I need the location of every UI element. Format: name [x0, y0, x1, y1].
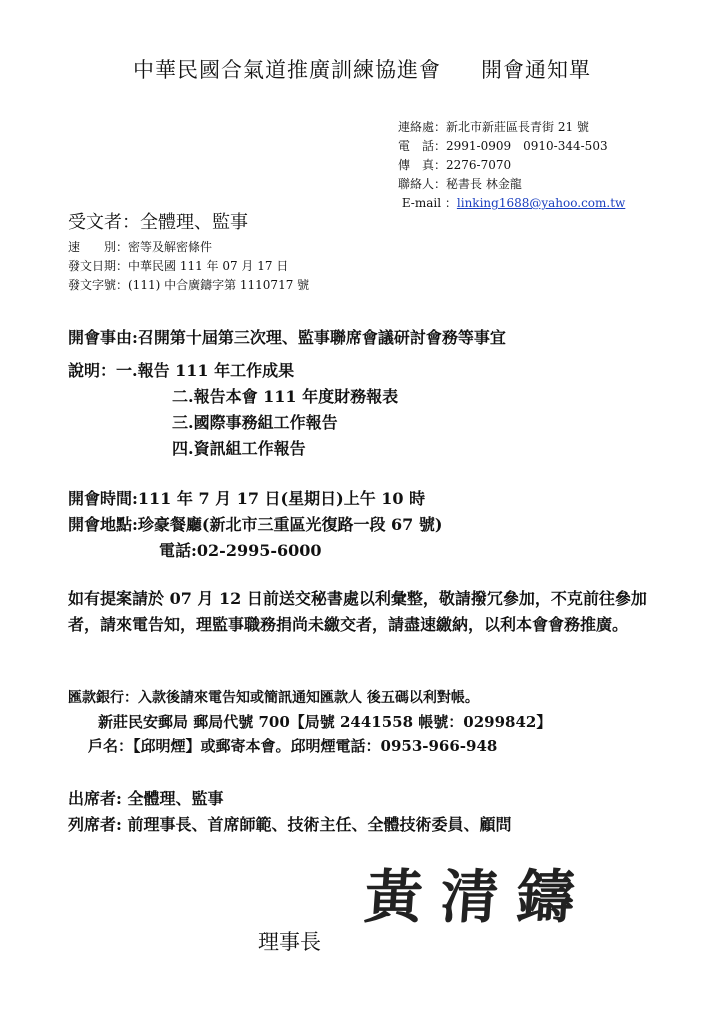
doc-type: 開會通知單: [481, 58, 591, 82]
observers: 列席者: 前理事長、首席師範、技術主任、全體技術委員、顧問: [68, 815, 512, 834]
description-item: 三.國際事務組工作報告: [172, 413, 338, 432]
org-name: 中華民國合氣道推廣訓練協進會: [133, 58, 441, 82]
description-item: 一.報告 111 年工作成果: [116, 361, 295, 380]
description-label: 說明：: [68, 361, 117, 380]
description-item: 四.資訊組工作報告: [172, 439, 306, 458]
account-holder: 戶名：【邱明煙】或郵寄本會。邱明煙電話：0953-966-948: [88, 737, 498, 755]
chairman-title: 理事長: [258, 930, 321, 954]
meeting-time: 開會時間:111 年 7 月 17 日(星期日)上午 10 時: [68, 489, 426, 508]
attendees: 出席者: 全體理、監事: [68, 789, 224, 808]
meeting-details: [68, 486, 442, 564]
recipient: 受文者：全體理、監事: [68, 212, 248, 233]
meta-block: [68, 238, 309, 295]
description-block: [68, 358, 398, 462]
contact-person: 聯絡人：秘書長 林金龍: [398, 177, 522, 191]
contact-address: 連絡處：新北市新莊區長青街 21 號: [398, 120, 589, 134]
delivery-type: 速 別：密等及解密條件: [68, 240, 213, 254]
contact-fax: 傳 真：2276-7070: [398, 158, 512, 172]
email-link[interactable]: linking1688@yahoo.com.tw: [456, 196, 626, 210]
chairman-signature: 黃清鑄: [362, 863, 596, 931]
email-label: E-mail ：: [401, 196, 457, 210]
document-title: [0, 54, 724, 84]
meeting-place: 開會地點:珍豪餐廳(新北市三重區光復路一段 67 號): [68, 515, 443, 534]
contact-phone: 電 話：2991-0909 0910-344-503: [398, 139, 608, 153]
notice-paragraph: 如有提案請於 07 月 12 日前送交秘書處以利彙整，敬請撥冗參加，不克前往參加者，請來電告知，理監事職務捐尚未繳交者，請盡速繳納，以利本會會務推廣。: [68, 589, 647, 634]
contact-block: [398, 118, 625, 213]
meeting-subject: 開會事由:召開第十屆第三次理、監事聯席會議研討會務等事宜: [68, 328, 506, 347]
description-item: 二.報告本會 111 年度財務報表: [172, 387, 399, 406]
reference-number: 發文字號：(111) 中合廣鑄字第 1110717 號: [68, 278, 310, 292]
issue-date: 發文日期：中華民國 111 年 07 月 17 日: [68, 259, 289, 273]
attendance-block: [68, 786, 511, 838]
bank-info: [68, 686, 551, 758]
contact-email-row: [398, 194, 625, 213]
bank-instruction: 匯款銀行：入款後請來電告知或簡訊通知匯款人 後五碼以利對帳。: [68, 690, 479, 706]
bank-account: 新莊民安郵局 郵局代號 700【局號 2441558 帳號：0299842】: [98, 713, 552, 731]
venue-phone: 電話:02-2995-6000: [159, 541, 322, 560]
